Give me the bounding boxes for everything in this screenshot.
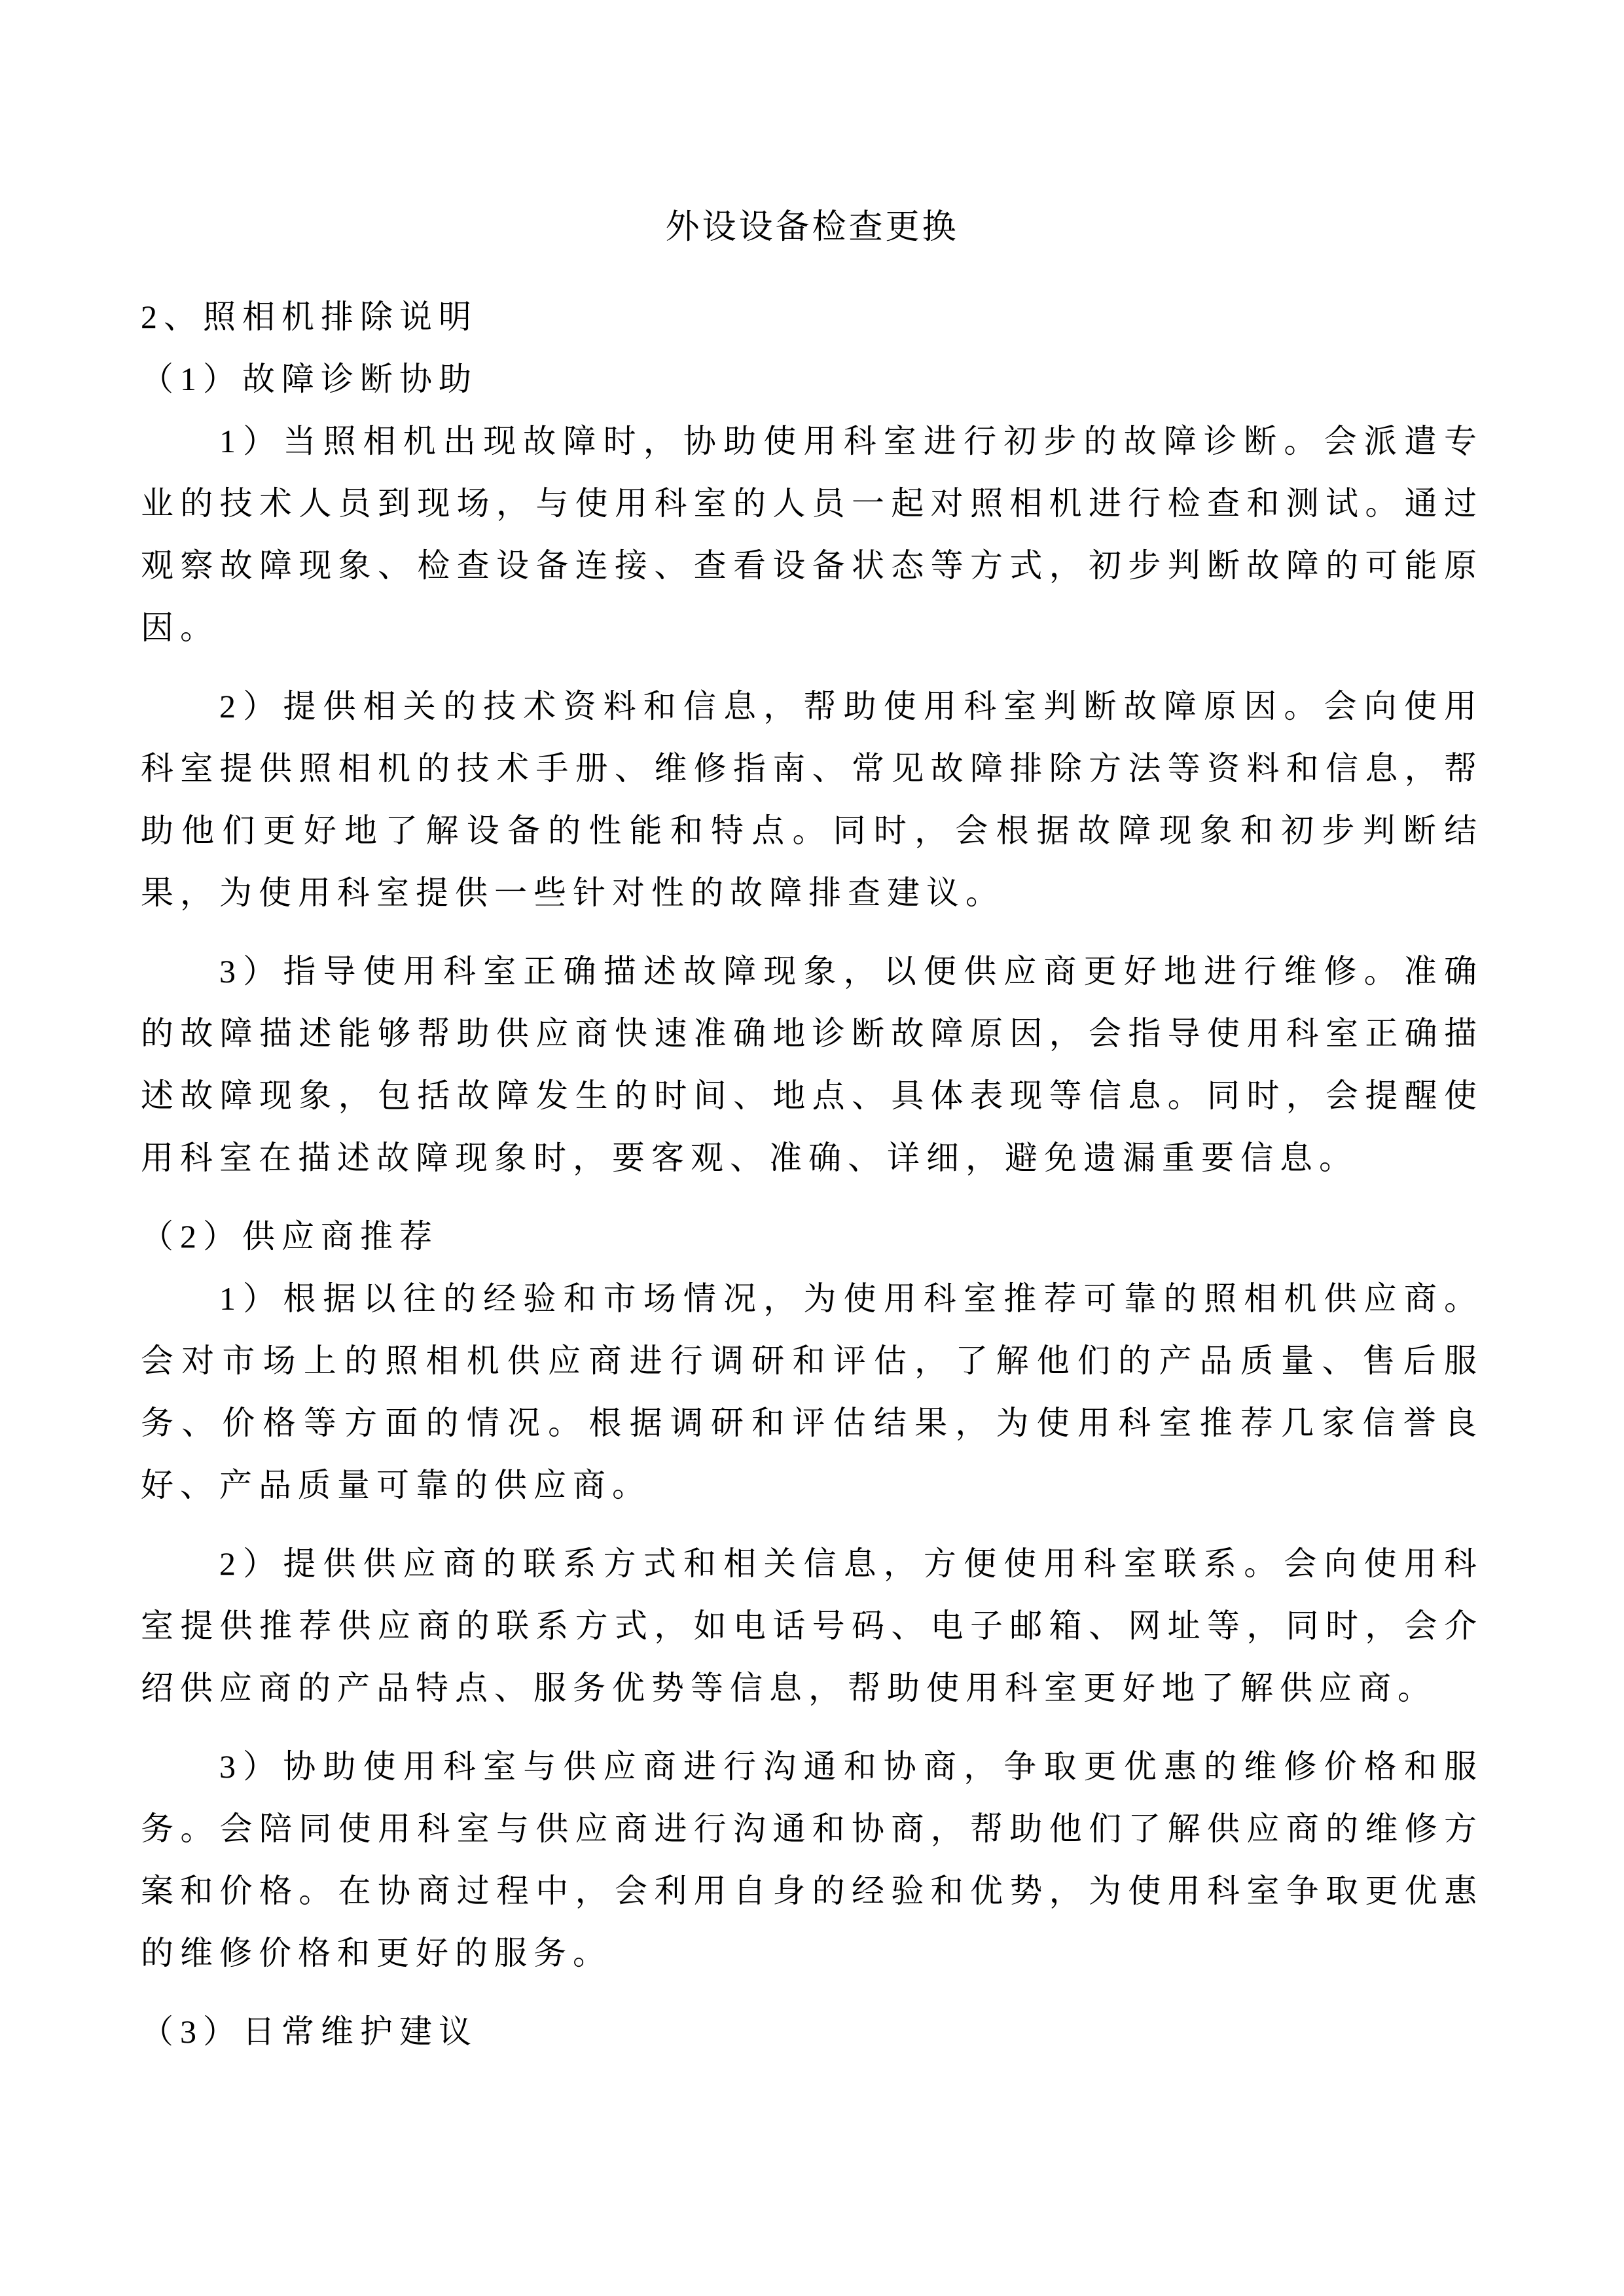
paragraph-supplier-3: 3）协助使用科室与供应商进行沟通和协商，争取更优惠的维修价格和服务。会陪同使用科室与供应商进行沟通和协商，帮助他们了解供应商的维修方案和价格。在协商过程中，会利用自身的经验和优势，为使用科室争取更优惠的维修价格和更好的服务。 bbox=[141, 1748, 1483, 1971]
document-title: 外设设备检查更换 bbox=[665, 209, 959, 246]
paragraph-fault-diagnosis-3: 3）指导使用科室正确描述故障现象，以便供应商更好地进行维修。准确的故障描述能够帮助供应商快速准确地诊断故障原因，会指导使用科室正确描述故障现象，包括故障发生的时间、地点、具体表现等信息。同时，会提醒使用科室在描述故障现象时，要客观、准确、详细，避免遗漏重要信息。 bbox=[141, 953, 1483, 1176]
paragraph-supplier-2: 2）提供供应商的联系方式和相关信息，方便使用科室联系。会向使用科室提供推荐供应商的联系方式，如电话号码、电子邮箱、网址等，同时，会介绍供应商的产品特点、服务优势等信息，帮助使用科室更好地了解供应商。 bbox=[141, 1545, 1483, 1706]
paragraph-fault-diagnosis-2: 2）提供相关的技术资料和信息，帮助使用科室判断故障原因。会向使用科室提供照相机的技术手册、维修指南、常见故障排除方法等资料和信息，帮助他们更好地了解设备的性能和特点。同时，会根据故障现象和初步判断结果，为使用科室提供一些针对性的故障排查建议。 bbox=[141, 688, 1483, 911]
subsection-heading-supplier-recommendation: （2）供应商推荐 bbox=[141, 1218, 439, 1255]
subsection-heading-fault-diagnosis-assist: （1）故障诊断协助 bbox=[141, 361, 478, 397]
paragraph-fault-diagnosis-1: 1）当照相机出现故障时，协助使用科室进行初步的故障诊断。会派遣专业的技术人员到现场，与使用科室的人员一起对照相机进行检查和测试。通过观察故障现象、检查设备连接、查看设备状态等方式，初步判断故障的可能原因。 bbox=[141, 423, 1483, 646]
subsection-heading-daily-maintenance-advice: （3）日常维护建议 bbox=[141, 2013, 478, 2050]
paragraph-supplier-1: 1）根据以往的经验和市场情况，为使用科室推荐可靠的照相机供应商。会对市场上的照相机供应商进行调研和评估，了解他们的产品质量、售后服务、价格等方面的情况。根据调研和评估结果，为使用科室推荐几家信誉良好、产品质量可靠的供应商。 bbox=[141, 1280, 1483, 1503]
section-heading-camera-troubleshooting: 2、照相机排除说明 bbox=[141, 298, 478, 335]
